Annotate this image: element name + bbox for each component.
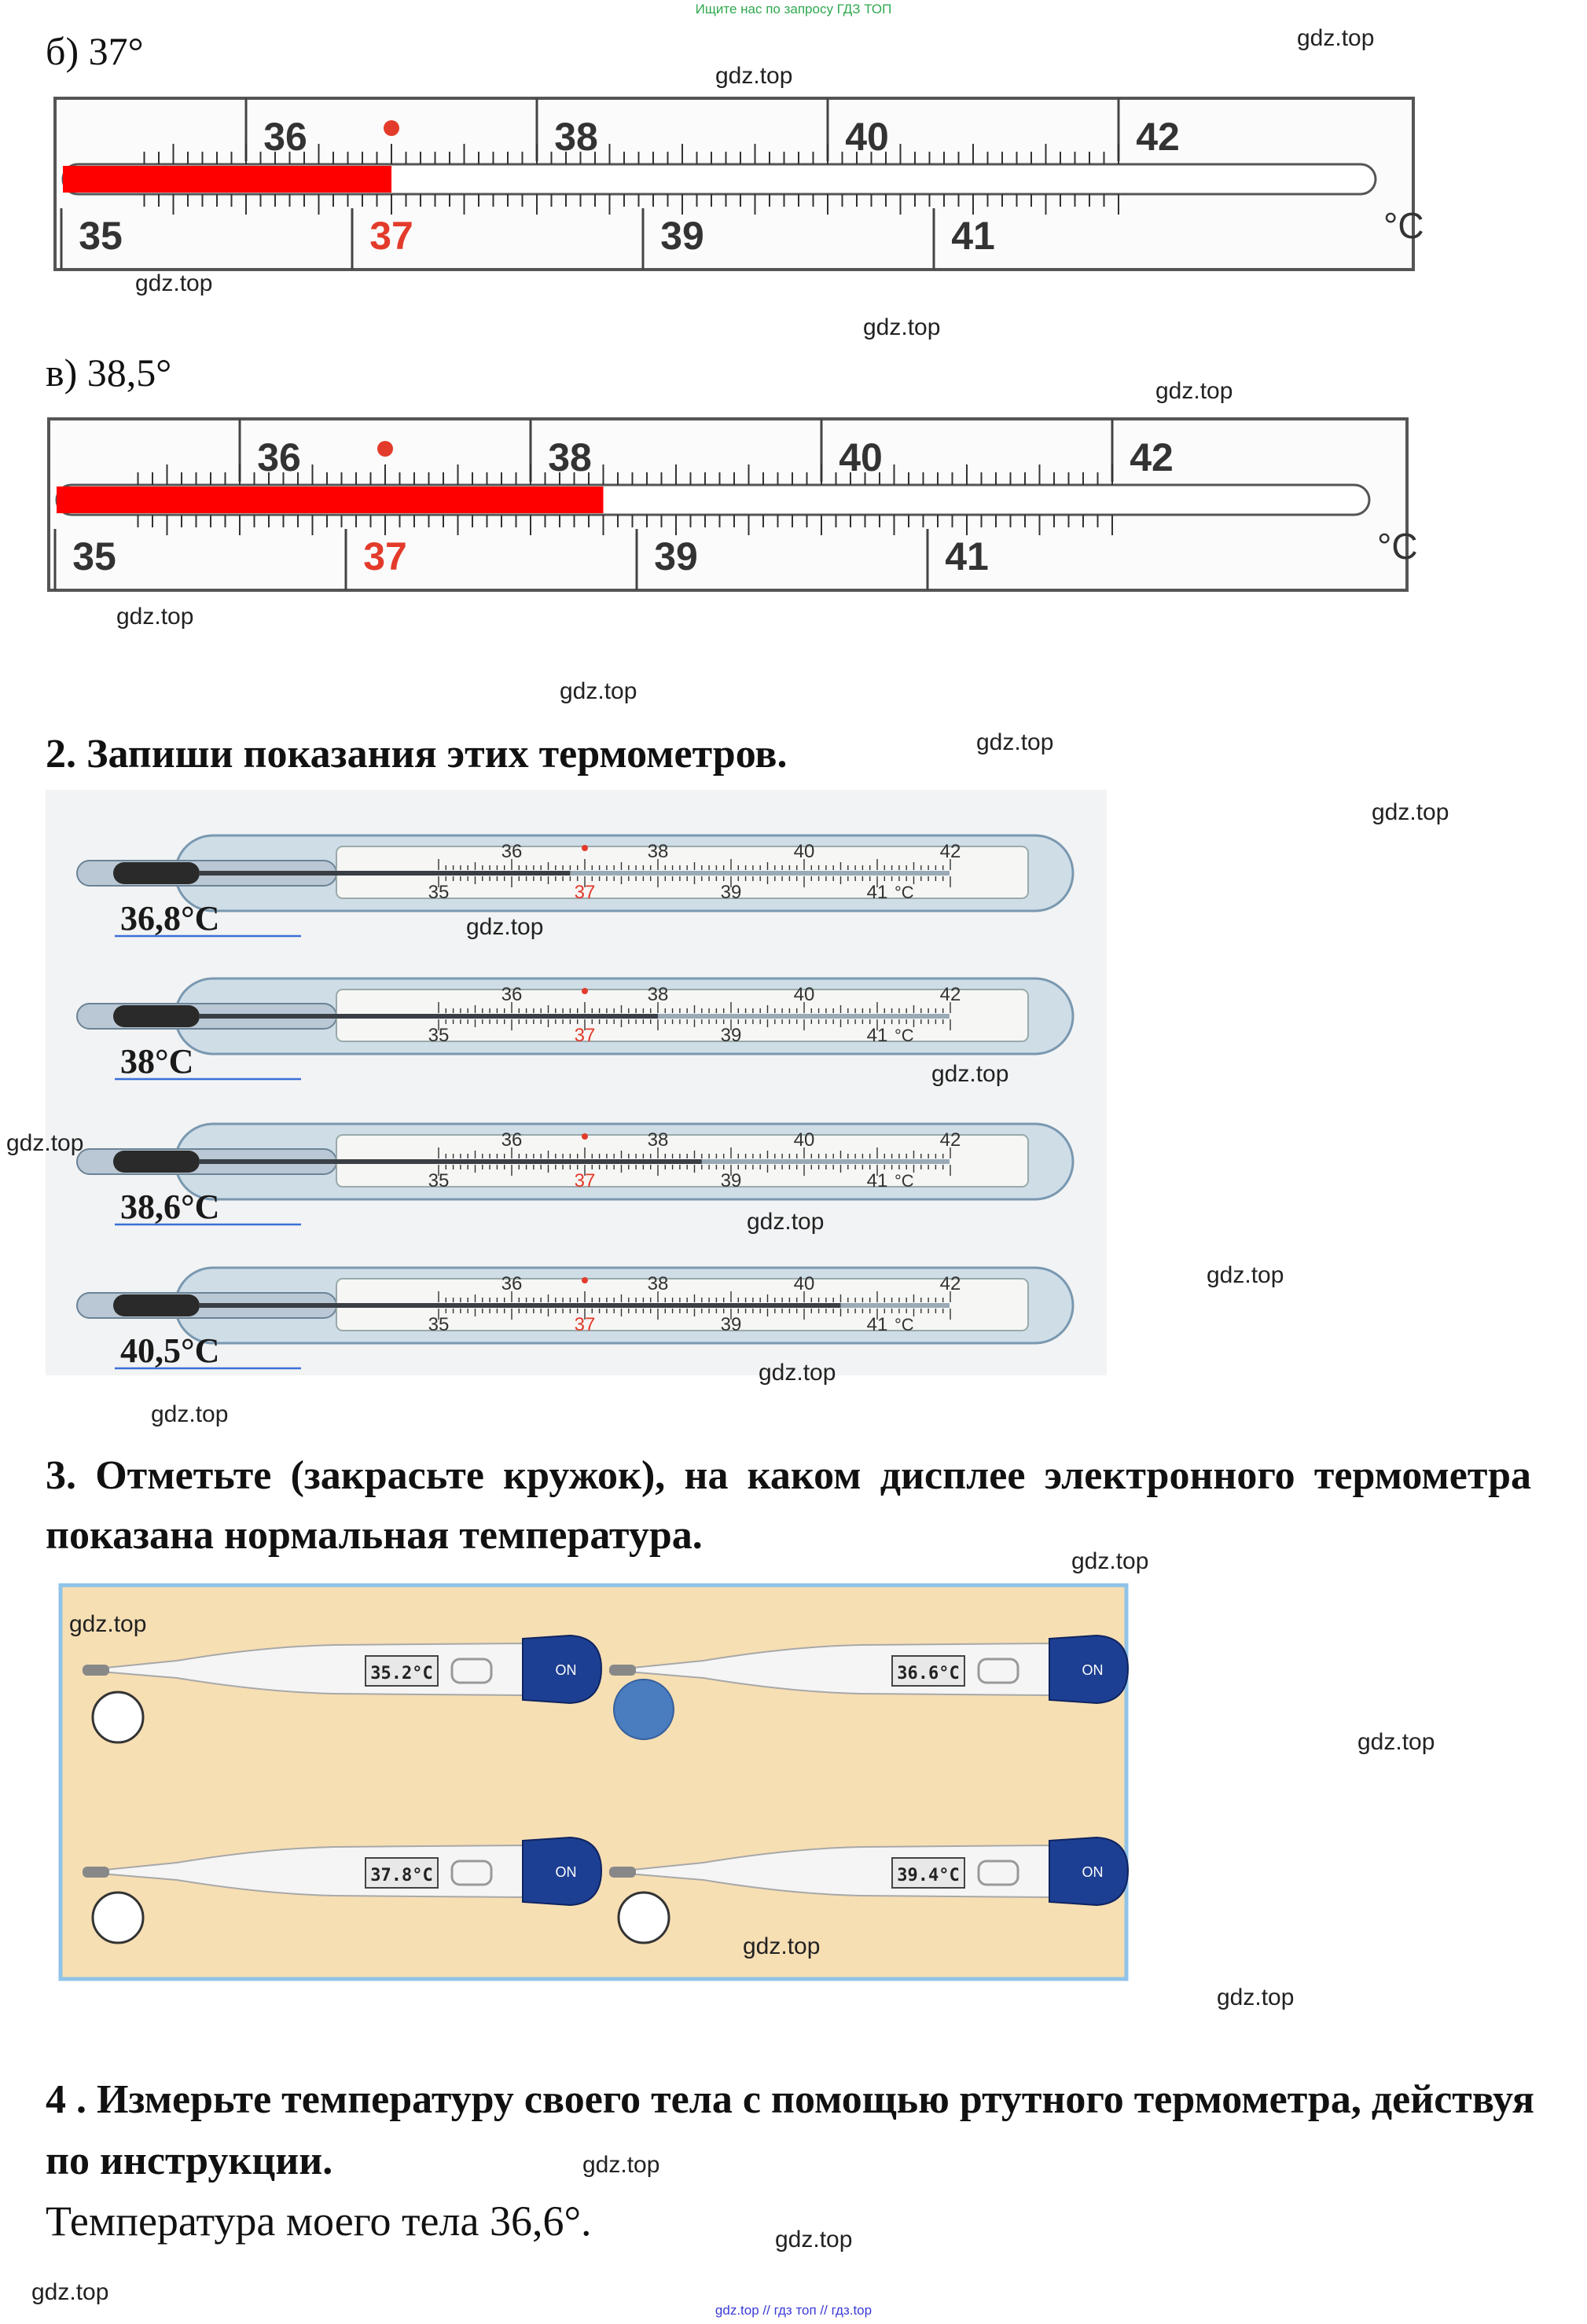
- task2-title: 2. Запиши показания этих термометров.: [46, 732, 788, 777]
- watermark: gdz.top: [1217, 1984, 1295, 2010]
- answer-circle: [619, 1893, 669, 1943]
- watermark: gdz.top: [1155, 378, 1233, 404]
- normal-temp-dot: [582, 988, 588, 994]
- lower-tick-label: 35: [79, 214, 123, 258]
- upper-tick-label: 40: [793, 841, 815, 862]
- lower-tick-label: 37: [369, 214, 413, 258]
- lower-tick-label: 37: [574, 882, 596, 903]
- normal-temp-dot: [582, 1133, 588, 1140]
- lower-tick-label: 41: [866, 1025, 888, 1046]
- lower-tick-label: 35: [428, 1314, 450, 1335]
- lower-tick-label: 41: [945, 534, 989, 578]
- upper-tick-label: 38: [647, 841, 669, 862]
- probe-tip: [83, 1867, 109, 1878]
- cap-label: ON: [1082, 1662, 1104, 1678]
- watermark: gdz.top: [31, 2279, 109, 2305]
- unit-label: °C: [1377, 526, 1418, 567]
- lower-tick-label: 37: [574, 1170, 596, 1191]
- normal-temp-dot: [582, 1277, 588, 1283]
- watermark: gdz.top: [69, 1611, 147, 1637]
- watermark: gdz.top: [759, 1360, 836, 1386]
- upper-tick-label: 40: [845, 115, 889, 159]
- normal-temp-dot: [384, 120, 399, 136]
- upper-tick-label: 42: [939, 984, 961, 1005]
- upper-tick-label: 36: [263, 115, 307, 159]
- watermark: gdz.top: [560, 678, 637, 704]
- upper-tick-label: 42: [939, 1129, 961, 1151]
- watermark: gdz.top: [1071, 1548, 1149, 1574]
- watermark: gdz.top: [582, 2152, 660, 2178]
- cap-label: ON: [555, 1864, 577, 1880]
- upper-tick-label: 38: [647, 1129, 669, 1151]
- upper-tick-label: 36: [501, 984, 523, 1005]
- upper-tick-label: 36: [501, 841, 523, 862]
- lower-tick-label: 41: [951, 214, 995, 258]
- watermark: gdz.top: [151, 1401, 229, 1427]
- cap-label: ON: [1082, 1864, 1104, 1880]
- answer-circle: [614, 1680, 674, 1739]
- answer-circle: [93, 1692, 143, 1742]
- task3-title: 3. Отметьте (закрасьте кружок), на каком дисплее электронного термометра показана нормальная температура.: [46, 1453, 1531, 1558]
- top-banner: Ищите нас по запросу ГДЗ ТОП: [695, 2, 892, 17]
- lower-tick-label: 39: [720, 1025, 742, 1046]
- thermometer-scale-v: [49, 419, 1424, 592]
- lower-tick-label: 35: [428, 1170, 450, 1191]
- cap-label: ON: [555, 1662, 577, 1678]
- lower-tick-label: 35: [72, 534, 116, 578]
- mercury-bulb: [113, 1151, 200, 1173]
- unit-label: °C: [895, 1315, 914, 1335]
- subheading-v: в) 38,5°: [46, 351, 172, 395]
- unit-label: °C: [895, 1171, 914, 1191]
- upper-tick-label: 40: [793, 1129, 815, 1151]
- lower-tick-label: 39: [720, 1170, 742, 1191]
- lower-tick-label: 35: [428, 882, 450, 903]
- mercury-bulb: [113, 862, 200, 884]
- upper-tick-label: 36: [501, 1129, 523, 1151]
- lcd-reading: 36.6°C: [897, 1664, 960, 1683]
- watermark: gdz.top: [747, 1209, 825, 1235]
- task4-title: 4 . Измерьте температуру своего тела с помощью ртутного термометра, действуя по инструкции.: [46, 2077, 1534, 2183]
- lcd-reading: 39.4°C: [897, 1866, 960, 1885]
- probe-tip: [83, 1665, 109, 1676]
- upper-tick-label: 42: [1136, 115, 1180, 159]
- mercury-column: [57, 486, 604, 513]
- unit-label: °C: [1383, 205, 1424, 246]
- answer-circle: [93, 1893, 143, 1943]
- lower-tick-label: 41: [866, 1314, 888, 1335]
- lcd-reading: 37.8°C: [370, 1866, 433, 1885]
- probe-tip: [609, 1867, 636, 1878]
- upper-tick-label: 36: [501, 1273, 523, 1294]
- lcd-reading: 35.2°C: [370, 1664, 433, 1683]
- upper-tick-label: 38: [554, 115, 598, 159]
- upper-tick-label: 38: [647, 984, 669, 1005]
- lower-tick-label: 41: [866, 1170, 888, 1191]
- watermark: gdz.top: [976, 729, 1054, 755]
- lower-tick-label: 39: [660, 214, 704, 258]
- unit-label: °C: [895, 883, 914, 902]
- upper-tick-label: 40: [793, 1273, 815, 1294]
- lower-tick-label: 39: [654, 534, 698, 578]
- mercury-bulb: [113, 1294, 200, 1316]
- watermark: gdz.top: [1297, 25, 1375, 51]
- mercury-column: [63, 166, 391, 193]
- lower-tick-label: 41: [866, 882, 888, 903]
- lower-tick-label: 37: [574, 1025, 596, 1046]
- watermark: gdz.top: [116, 604, 194, 630]
- upper-tick-label: 42: [939, 841, 961, 862]
- thermometer-reading: 40,5°С: [120, 1331, 220, 1370]
- upper-tick-label: 42: [1130, 435, 1174, 479]
- normal-temp-dot: [377, 441, 393, 457]
- watermark: gdz.top: [1372, 799, 1449, 825]
- watermark: gdz.top: [715, 63, 793, 89]
- normal-temp-dot: [582, 845, 588, 851]
- mercury-bulb: [113, 1005, 200, 1027]
- thermometer-reading: 38°С: [120, 1042, 194, 1081]
- watermark: gdz.top: [775, 2227, 853, 2252]
- probe-tip: [609, 1665, 636, 1676]
- lower-tick-label: 35: [428, 1025, 450, 1046]
- thermometer-scale-b: [55, 98, 1431, 271]
- lower-tick-label: 39: [720, 1314, 742, 1335]
- lower-tick-label: 37: [574, 1314, 596, 1335]
- upper-tick-label: 42: [939, 1273, 961, 1294]
- task3-digital-thermometers: [59, 1584, 1128, 1981]
- thermometer-reading: 38,6°С: [120, 1188, 220, 1226]
- subheading-b: б) 37°: [46, 29, 144, 73]
- watermark: gdz.top: [135, 270, 213, 296]
- upper-tick-label: 40: [793, 984, 815, 1005]
- upper-tick-label: 40: [839, 435, 883, 479]
- watermark: gdz.top: [466, 914, 544, 940]
- watermark: gdz.top: [6, 1130, 84, 1156]
- upper-tick-label: 36: [257, 435, 301, 479]
- lower-tick-label: 39: [720, 882, 742, 903]
- watermark: gdz.top: [743, 1933, 821, 1959]
- unit-label: °C: [895, 1026, 914, 1045]
- thermometer-reading: 36,8°С: [120, 899, 220, 938]
- upper-tick-label: 38: [647, 1273, 669, 1294]
- watermark: gdz.top: [931, 1061, 1009, 1087]
- watermark: gdz.top: [863, 314, 941, 340]
- lower-tick-label: 37: [363, 534, 407, 578]
- upper-tick-label: 38: [548, 435, 592, 479]
- watermark: gdz.top: [1207, 1262, 1284, 1288]
- watermark: gdz.top: [1357, 1729, 1435, 1755]
- task4-answer: Температура моего тела 36,6°.: [46, 2197, 592, 2245]
- bottom-banner: gdz.top // гдз топ // гдз.top: [715, 2303, 872, 2318]
